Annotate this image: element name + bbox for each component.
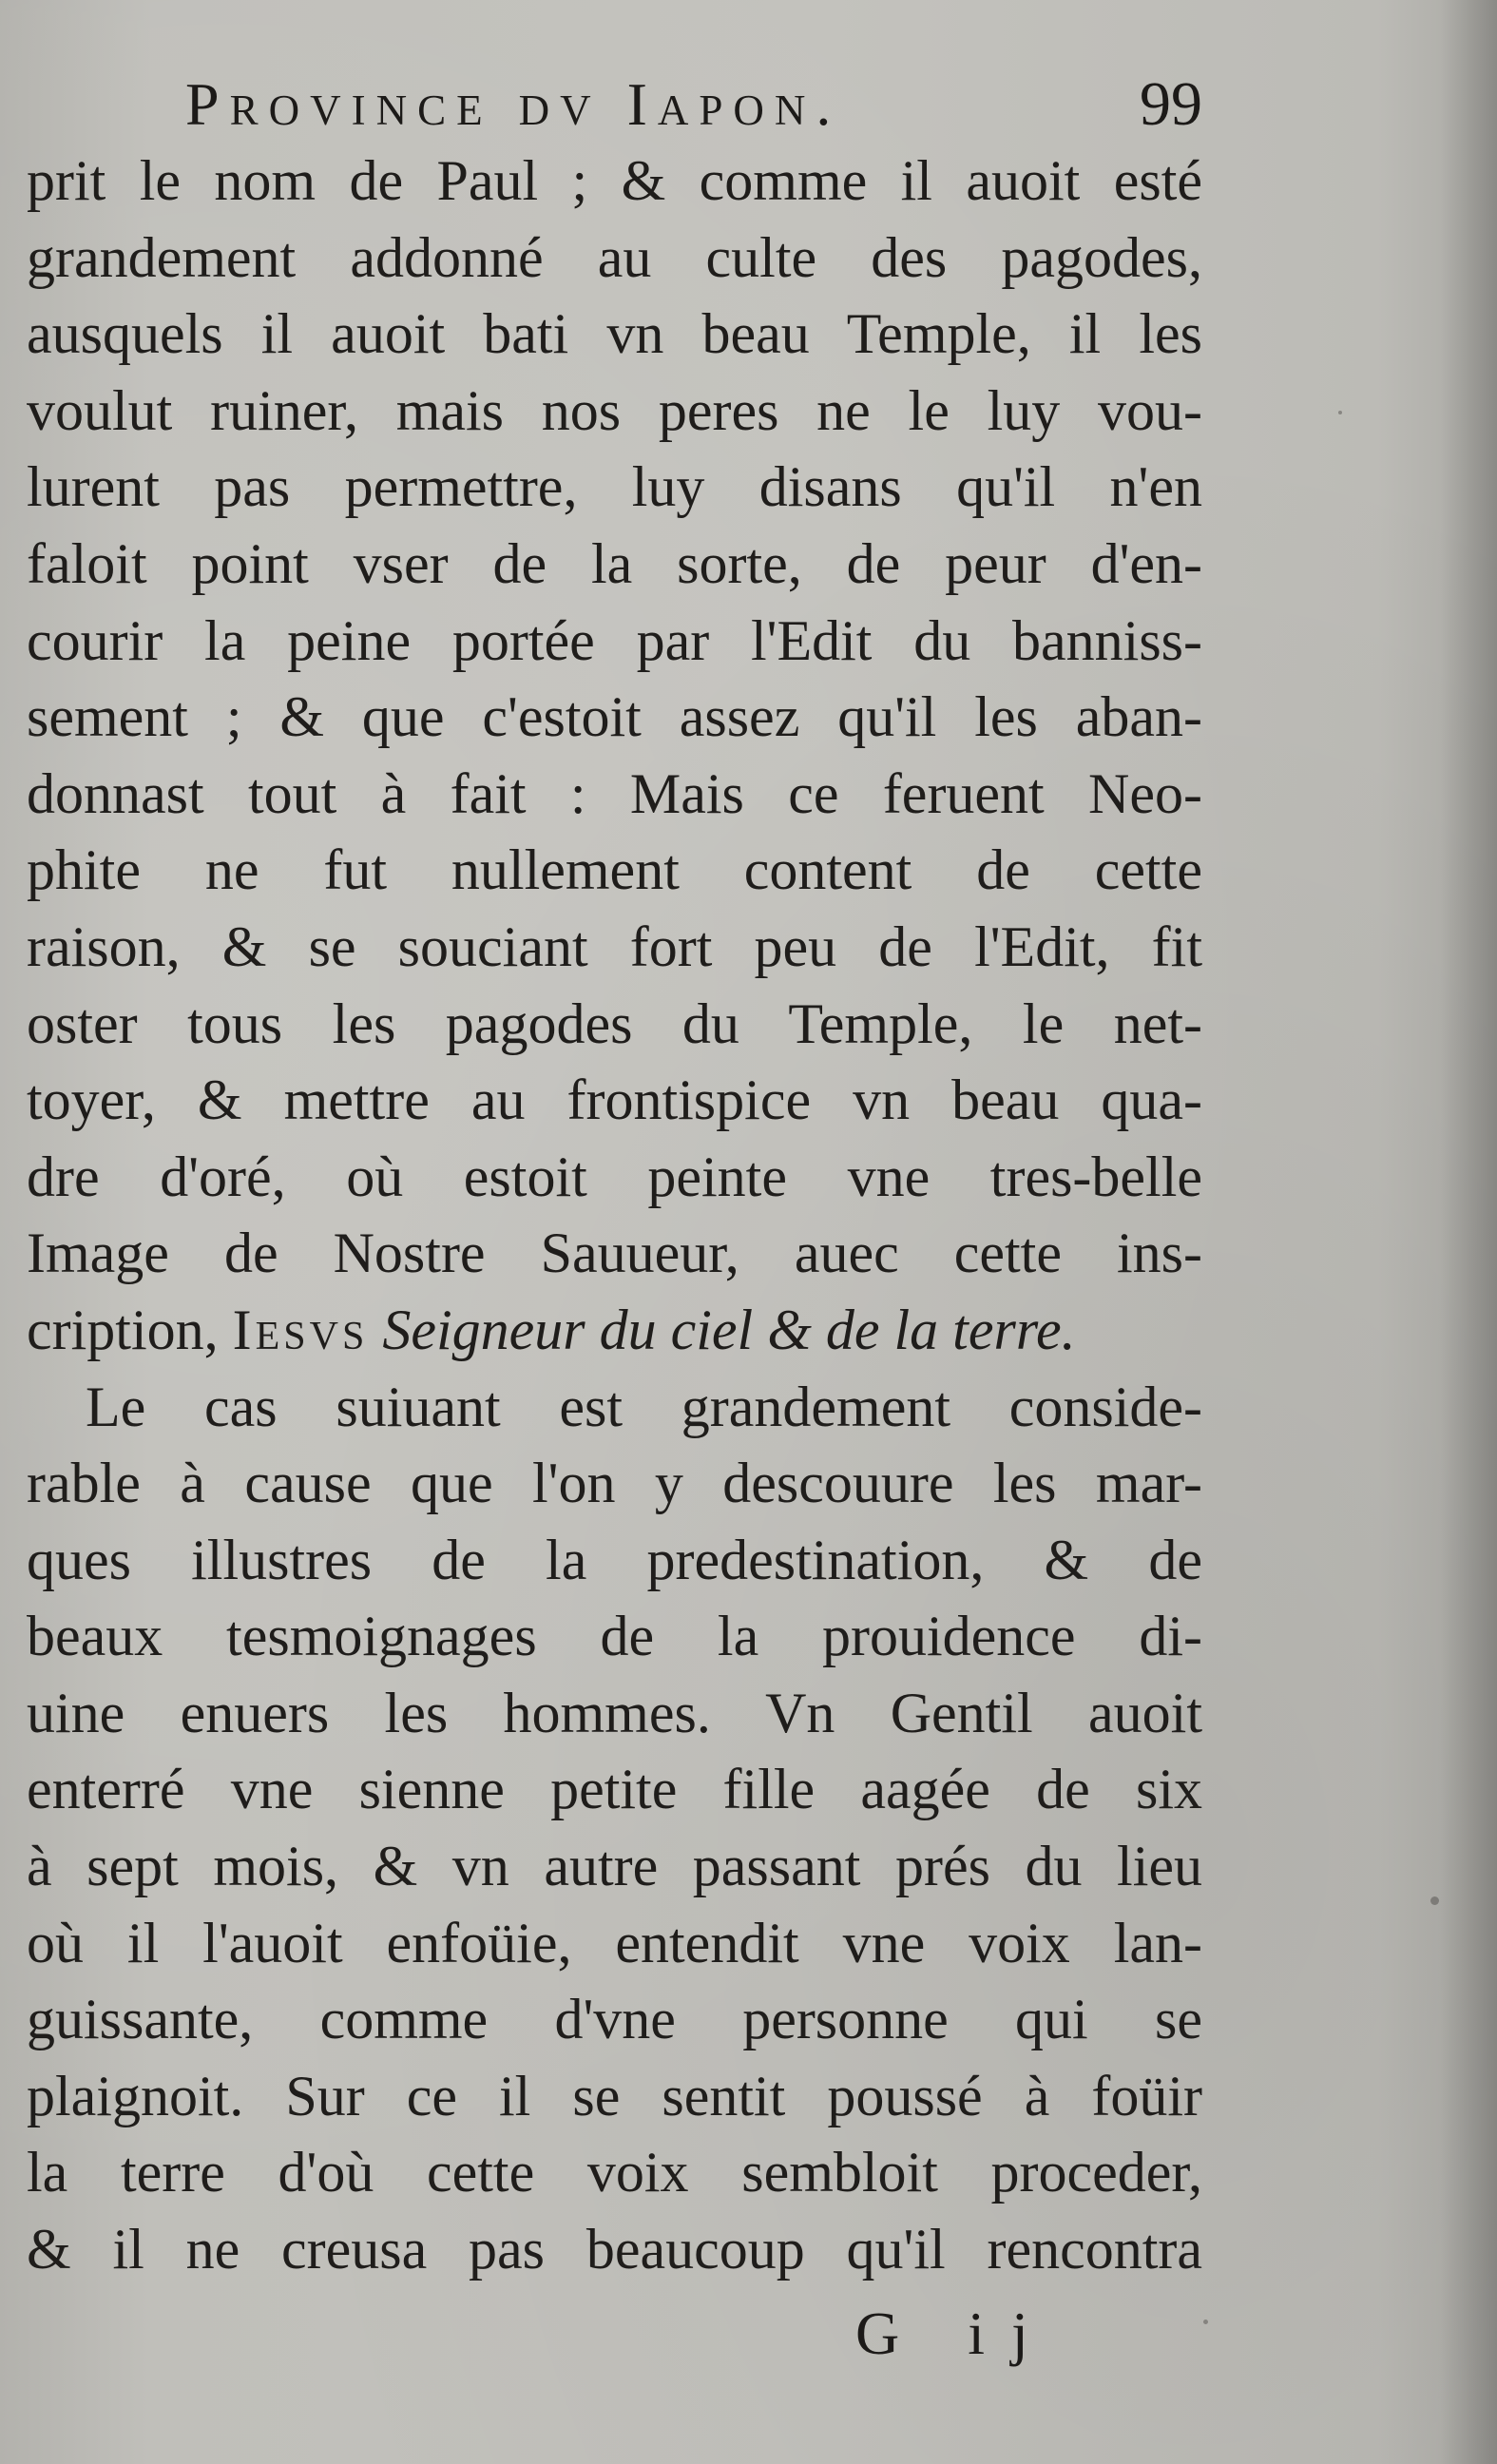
running-head xyxy=(29,67,1202,152)
paper-speck xyxy=(1203,2320,1208,2324)
text-line: Image de Nostre Sauueur, auec cette ins- xyxy=(27,1222,1202,1285)
text-line: ques illustres de la predestination, & de xyxy=(27,1528,1202,1591)
text-line: lurent pas permettre, luy disans qu'il n'en xyxy=(27,455,1202,519)
text-line: beaux tesmoignages de la prouidence di- xyxy=(27,1605,1202,1668)
text-line: oster tous les pagodes du Temple, le net- xyxy=(27,991,1202,1055)
page-edge-shadow xyxy=(1440,0,1497,2464)
text-line: & il ne creusa pas beaucoup qu'il rencontra xyxy=(27,2218,1202,2281)
text-line: donnast tout à fait : Mais ce feruent Neo- xyxy=(27,761,1202,825)
text-line: à sept mois, & vn autre passant prés du lieu xyxy=(27,1835,1202,1898)
text-line: sement ; & que c'estoit assez qu'il les aban- xyxy=(27,685,1202,749)
text-line: ausquels il auoit bati vn beau Temple, il les xyxy=(27,302,1202,366)
text-line: enterré vne sienne petite fille aagée de six xyxy=(27,1758,1202,1821)
text-line: plaignoit. Sur ce il se sentit poussé à foüir xyxy=(27,2064,1202,2127)
signature-mark: G ij xyxy=(855,2300,1055,2367)
text-line: dre d'oré, où estoit peinte vne tres-belle xyxy=(27,1145,1202,1208)
inscription-lead: cription, xyxy=(27,1298,233,1361)
text-line: courir la peine portée par l'Edit du banniss- xyxy=(27,608,1202,672)
text-line: prit le nom de Paul ; & comme il auoit esté xyxy=(27,149,1202,212)
page-number: 99 xyxy=(1140,69,1202,139)
text-line: voulut ruiner, mais nos peres ne le luy vou- xyxy=(27,378,1202,442)
paragraph-first-line: Le cas suiuant est grandement conside- xyxy=(86,1375,1202,1438)
running-head-title: Province dv Iapon. xyxy=(185,70,842,138)
text-line: où il l'auoit enfoüie, entendit vne voix lan- xyxy=(27,1911,1202,1974)
text-line: toyer, & mettre au frontispice vn beau qua- xyxy=(27,1068,1202,1132)
text-line: la terre d'où cette voix sembloit proceder, xyxy=(27,2141,1202,2204)
inscription-italic: Seigneur du ciel & de la terre. xyxy=(368,1298,1076,1361)
body-text xyxy=(27,143,1202,2288)
inscription-name: Iesvs xyxy=(232,1298,369,1361)
text-line-inscription xyxy=(27,1292,1202,1369)
text-line: uine enuers les hommes. Vn Gentil auoit xyxy=(27,1681,1202,1744)
text-line: raison, & se souciant fort peu de l'Edit, fit xyxy=(27,914,1202,978)
text-line: rable à cause que l'on y descouure les mar- xyxy=(27,1452,1202,1515)
text-line: guissante, comme d'vne personne qui se xyxy=(27,1988,1202,2051)
text-line: phite ne fut nullement content de cette xyxy=(27,838,1202,902)
text-line: faloit point vser de la sorte, de peur d'en- xyxy=(27,531,1202,595)
text-line: grandement addonné au culte des pagodes, xyxy=(27,225,1202,289)
paper-speck xyxy=(1430,1896,1439,1905)
paper-speck xyxy=(1338,411,1342,414)
